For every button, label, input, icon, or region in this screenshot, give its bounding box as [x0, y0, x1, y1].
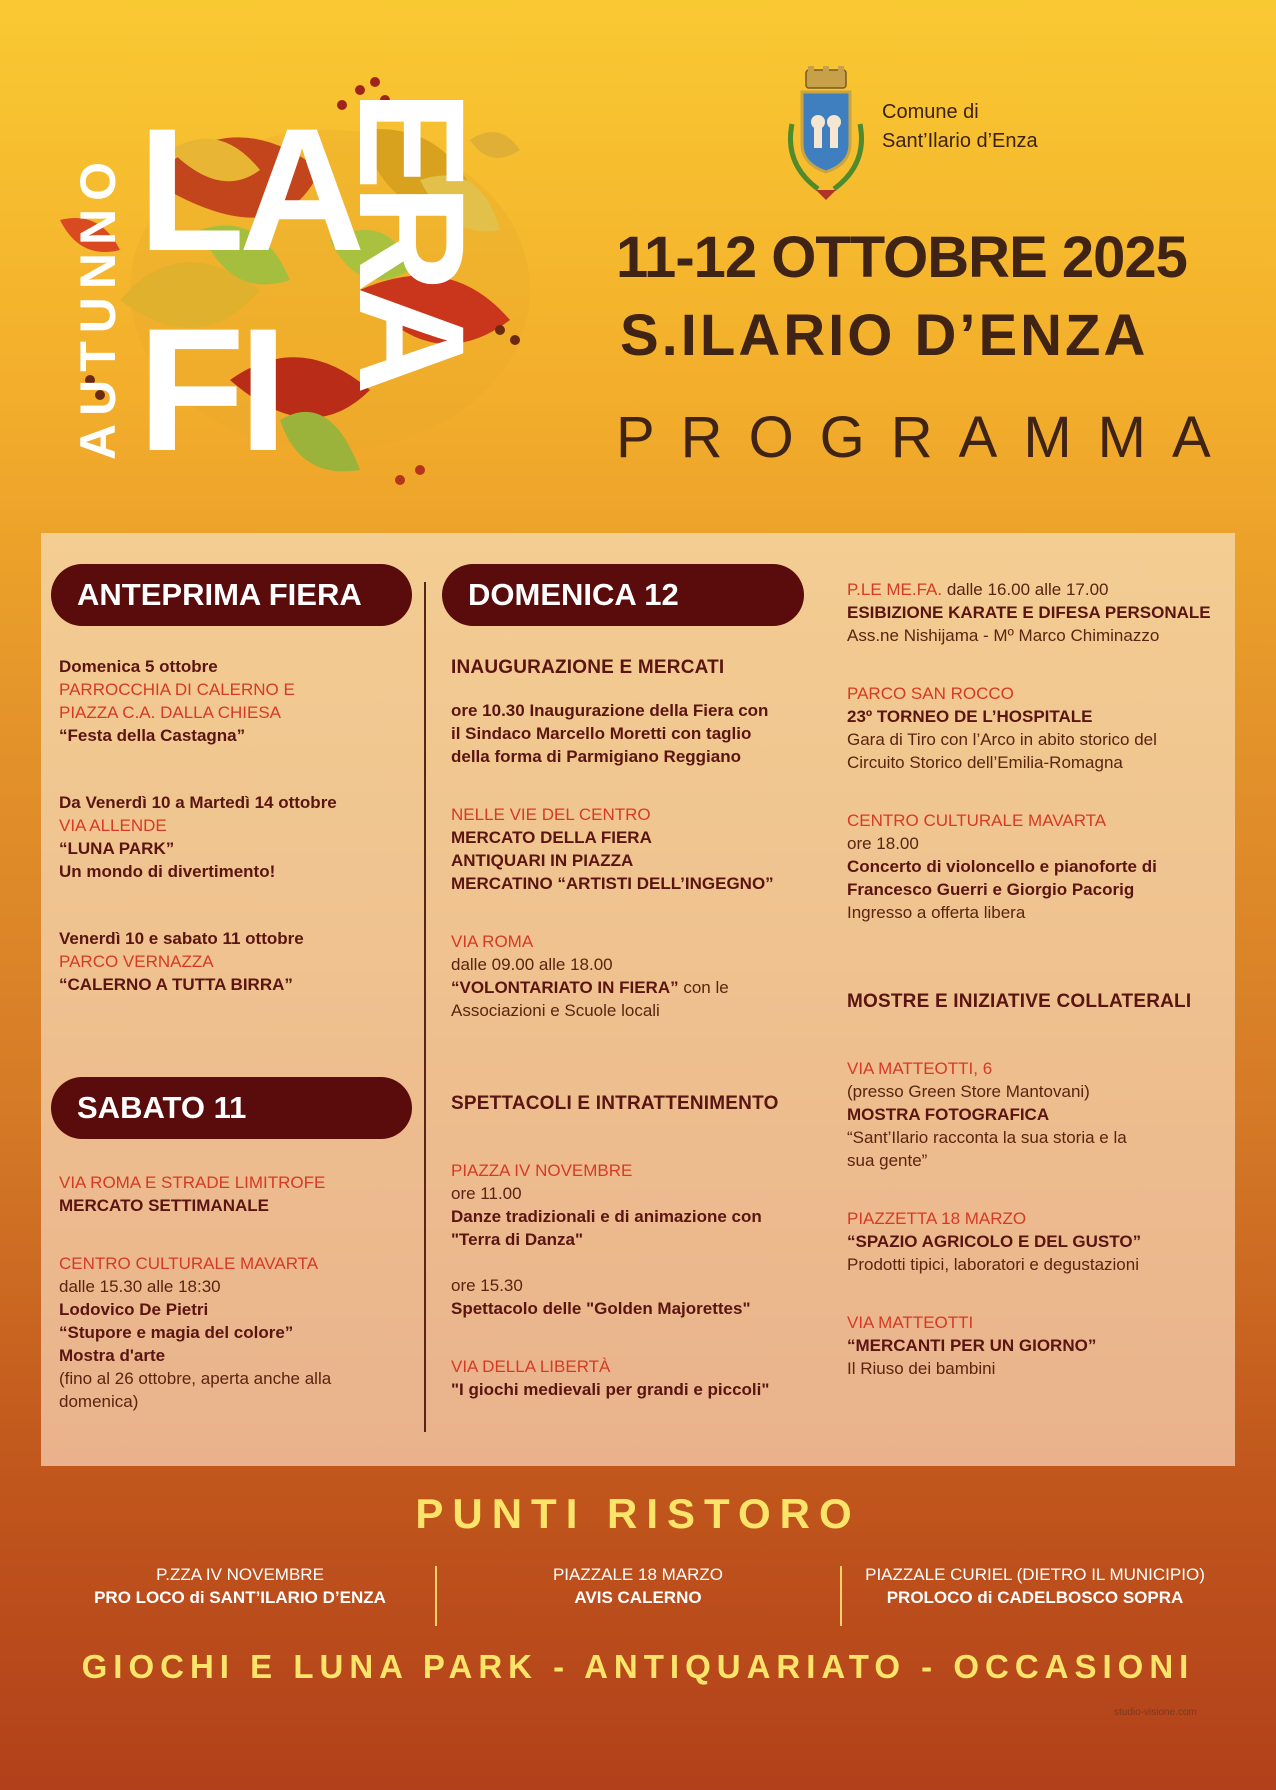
event-place-text: VIA MATTEOTTI	[847, 1313, 974, 1332]
event-title-text: “SPAZIO AGRICOLO E DEL GUSTO”	[847, 1232, 1142, 1251]
event-title-text: ore 10.30 Inaugurazione della Fiera con	[451, 701, 769, 720]
event-place-text: PIAZZA IV NOVEMBRE	[451, 1161, 633, 1180]
logo-fi: FI	[138, 293, 282, 488]
event-note-text: Circuito Storico dell’Emilia-Romagna	[847, 753, 1123, 772]
domenica-events	[451, 656, 831, 1401]
event-title-text: il Sindaco Marcello Moretti con taglio	[451, 724, 752, 743]
event-date-text: Venerdì 10 e sabato 11 ottobre	[59, 929, 304, 948]
event-title-text: “Festa della Castagna”	[59, 726, 246, 745]
event-title-text: “CALERNO A TUTTA BIRRA”	[59, 975, 293, 994]
event-place-time-line	[847, 578, 1232, 601]
event-place-text: PARCO VERNAZZA	[59, 952, 214, 971]
event-title-text: MERCATINO “ARTISTI DELL’INGEGNO”	[451, 874, 774, 893]
section-pill-domenica: DOMENICA 12	[442, 564, 804, 626]
designer-credit: studio-visione.com	[1114, 1707, 1197, 1718]
comune-name	[882, 98, 1038, 156]
ristoro-separator	[840, 1566, 842, 1626]
event-title-text: della forma di Parmigiano Reggiano	[451, 747, 741, 766]
event-date-text: Da Venerdì 10 a Martedì 14 ottobre	[59, 793, 337, 812]
event-place-text: VIA DELLA LIBERTÀ	[451, 1357, 611, 1376]
ristoro-separator	[435, 1566, 437, 1626]
logo-la: LA	[138, 93, 360, 288]
event-place-text: PIAZZETTA 18 MARZO	[847, 1209, 1027, 1228]
event-title-text: 23º TORNEO DE L’HOSPITALE	[847, 707, 1093, 726]
event-note-text: sua gente”	[847, 1151, 928, 1170]
event-title-text: ESIBIZIONE KARATE E DIFESA PERSONALE	[847, 603, 1211, 622]
event-place-text: PARCO SAN ROCCO	[847, 684, 1014, 703]
event-title-text: “MERCANTI PER UN GIORNO”	[847, 1336, 1097, 1355]
event-note-text: Prodotti tipici, laboratori e degustazioni	[847, 1255, 1139, 1274]
event-mercanti	[847, 1311, 1232, 1380]
ristoro-point-2	[450, 1563, 826, 1609]
event-karate	[847, 578, 1232, 647]
event-mostra-arte	[59, 1252, 419, 1413]
event-spazio-agricolo	[847, 1207, 1232, 1276]
event-time-text: dalle 09.00 alle 18.00	[451, 955, 613, 974]
fiera-logo	[30, 60, 590, 510]
event-note-text: (presso Green Store Mantovani)	[847, 1082, 1090, 1101]
event-title-line	[451, 976, 831, 999]
ristoro-name: PRO LOCO di SANT’ILARIO D’ENZA	[94, 1588, 386, 1607]
event-inaugurazione	[451, 699, 831, 768]
event-luna-park	[59, 791, 419, 883]
event-time-text: dalle 16.00 alle 17.00	[942, 580, 1109, 599]
event-title-text: "I giochi medievali per grandi e piccoli"	[451, 1380, 770, 1399]
event-title-text: “Stupore e magia del colore”	[59, 1323, 294, 1342]
event-note-text: domenica)	[59, 1392, 139, 1411]
section-heading-inaugurazione: INAUGURAZIONE E MERCATI	[451, 657, 725, 678]
event-time-text: ore 11.00	[451, 1184, 522, 1203]
event-volontariato	[451, 930, 831, 1022]
event-birra	[59, 927, 419, 996]
ristoro-place: P.ZZA IV NOVEMBRE	[156, 1565, 324, 1584]
event-time-text: ore 15.30	[451, 1276, 523, 1295]
event-date-text: Domenica 5 ottobre	[59, 657, 218, 676]
event-note-text: Il Riuso dei bambini	[847, 1359, 996, 1378]
section-heading-mostre: MOSTRE E INIZIATIVE COLLATERALI	[847, 991, 1192, 1012]
event-place-text: VIA ROMA	[451, 932, 534, 951]
event-title-text: "Terra di Danza"	[451, 1230, 584, 1249]
logo-season: AUTUNNO	[70, 154, 126, 460]
event-note-text: Gara di Tiro con l’Arco in abito storico del	[847, 730, 1157, 749]
domenica-events-right	[847, 578, 1232, 1380]
event-mostra-fotografica	[847, 1057, 1232, 1172]
section-pill-anteprima: ANTEPRIMA FIERA	[51, 564, 412, 626]
programma-title: PROGRAMMA	[616, 405, 1237, 470]
event-title-text: Spettacolo delle "Golden Majorettes"	[451, 1299, 751, 1318]
event-place-text: VIA ALLENDE	[59, 816, 167, 835]
sabato-events	[59, 1171, 419, 1413]
event-date: 11-12 OTTOBRE 2025	[616, 225, 1187, 290]
event-note-text: Ingresso a offerta libera	[847, 903, 1026, 922]
punti-ristoro-title: PUNTI RISTORO	[415, 1490, 861, 1537]
event-torneo	[847, 682, 1232, 774]
event-title-text: Francesco Guerri e Giorgio Pacorig	[847, 880, 1135, 899]
event-title-text: MERCATO SETTIMANALE	[59, 1196, 269, 1215]
logo-era: ERA	[328, 90, 496, 389]
event-title-text: Danze tradizionali e di animazione con	[451, 1207, 762, 1226]
ristoro-place: PIAZZALE CURIEL (DIETRO IL MUNICIPIO)	[865, 1565, 1205, 1584]
event-time-text: dalle 15.30 alle 18:30	[59, 1277, 221, 1296]
comune-line-1: Comune di	[882, 101, 979, 123]
ristoro-name: AVIS CALERNO	[574, 1588, 702, 1607]
event-place-text: PARROCCHIA DI CALERNO E	[59, 680, 295, 699]
event-title-text: Lodovico De Pietri	[59, 1300, 209, 1319]
event-place-text: NELLE VIE DEL CENTRO	[451, 805, 651, 824]
event-mercato-settimanale	[59, 1171, 419, 1217]
column-divider	[424, 582, 426, 1432]
event-concerto	[847, 809, 1232, 924]
event-title-rest: con le	[678, 978, 729, 997]
event-place-text: P.LE ME.FA.	[847, 580, 943, 599]
event-place-text: PIAZZA C.A. DALLA CHIESA	[59, 703, 282, 722]
event-note-text: “Sant’Ilario racconta la sua storia e la	[847, 1128, 1127, 1147]
event-place-text: CENTRO CULTURALE MAVARTA	[847, 811, 1107, 830]
anteprima-events	[59, 655, 419, 996]
event-mercati-centro	[451, 803, 831, 895]
event-time-text: ore 18.00	[847, 834, 919, 853]
footer-tagline: GIOCHI E LUNA PARK - ANTIQUARIATO - OCCASIONI	[81, 1648, 1195, 1685]
section-pill-sabato: SABATO 11	[51, 1077, 412, 1139]
comune-line-2: Sant’Ilario d’Enza	[882, 130, 1038, 152]
event-title-text: MERCATO DELLA FIERA	[451, 828, 652, 847]
event-danze	[451, 1159, 831, 1320]
event-place-text: VIA MATTEOTTI, 6	[847, 1059, 993, 1078]
ristoro-point-1	[60, 1563, 420, 1609]
ristoro-name: PROLOCO di CADELBOSCO SOPRA	[886, 1588, 1184, 1607]
ristoro-place: PIAZZALE 18 MARZO	[552, 1565, 724, 1584]
event-title-text: “VOLONTARIATO IN FIERA”	[451, 978, 679, 997]
event-note-text: (fino al 26 ottobre, aperta anche alla	[59, 1369, 332, 1388]
event-note-text: Ass.ne Nishijama - Mº Marco Chiminazzo	[847, 626, 1160, 645]
event-subtitle-text: Un mondo di divertimento!	[59, 862, 276, 881]
event-place-text: CENTRO CULTURALE MAVARTA	[59, 1254, 319, 1273]
section-heading-spettacoli: SPETTACOLI E INTRATTENIMENTO	[451, 1093, 779, 1114]
event-title-text: Concerto di violoncello e pianoforte di	[847, 857, 1157, 876]
event-title-text: Mostra d'arte	[59, 1346, 166, 1365]
event-note-text: Associazioni e Scuole locali	[451, 1001, 660, 1020]
event-title-text: ANTIQUARI IN PIAZZA	[451, 851, 634, 870]
event-place: S.ILARIO D’ENZA	[620, 303, 1149, 368]
event-title-text: “LUNA PARK”	[59, 839, 175, 858]
event-giochi-medievali	[451, 1355, 831, 1401]
event-castagna	[59, 655, 419, 747]
event-title-text: MOSTRA FOTOGRAFICA	[847, 1105, 1050, 1124]
comune-crest-icon	[778, 64, 874, 204]
event-place-text: VIA ROMA E STRADE LIMITROFE	[59, 1173, 326, 1192]
ristoro-point-3	[852, 1563, 1218, 1609]
